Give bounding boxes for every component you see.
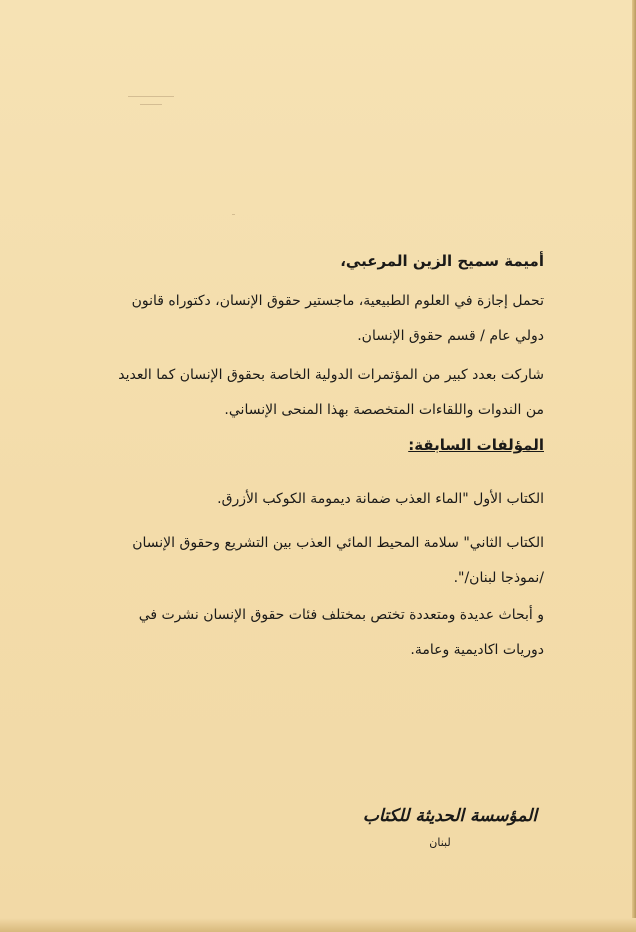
research-line: و أبحاث عديدة ومتعددة تختص بمختلف فئات حقوق الإنسان نشرت في [138,607,544,623]
book-one-line: الكتاب الأول "الماء العذب ضمانة ديمومة الكوكب الأزرق. [217,491,544,507]
publisher-logo: المؤسسة الحديثة للكتاب [362,806,538,826]
publisher-place: لبنان [429,836,451,849]
participation-line: من الندوات واللقاءات المتخصصة بهذا المنحى الإنساني. [224,402,544,418]
education-line: تحمل إجازة في العلوم الطبيعية، ماجستير حقوق الإنسان، دكتوراه قانون [131,293,544,309]
paper-mark [140,104,162,105]
book-two-line: الكتاب الثاني" سلامة المحيط المائي العذب بين التشريع وحقوق الإنسان [132,535,544,551]
book-two-paragraph [104,526,544,596]
research-paragraph [104,598,544,668]
education-paragraph [104,284,544,354]
participation-line: شاركت بعدد كبير من المؤتمرات الدولية الخاصة بحقوق الإنسان كما العديد [118,367,544,383]
education-line: دولي عام / قسم حقوق الإنسان. [357,328,544,344]
participation-paragraph [104,358,544,428]
author-name: أميمة سميح الزين المرعبي، [340,252,544,270]
research-line: دوريات اكاديمية وعامة. [410,642,544,658]
page-edge-bottom [0,918,636,932]
paper-mark [232,214,235,215]
previous-works-heading: المؤلفات السابقة: [408,436,544,454]
book-one-paragraph [104,482,544,517]
page-edge-right [632,0,636,932]
paper-mark [128,96,174,97]
book-two-line: /نموذجا لبنان/". [453,570,544,586]
